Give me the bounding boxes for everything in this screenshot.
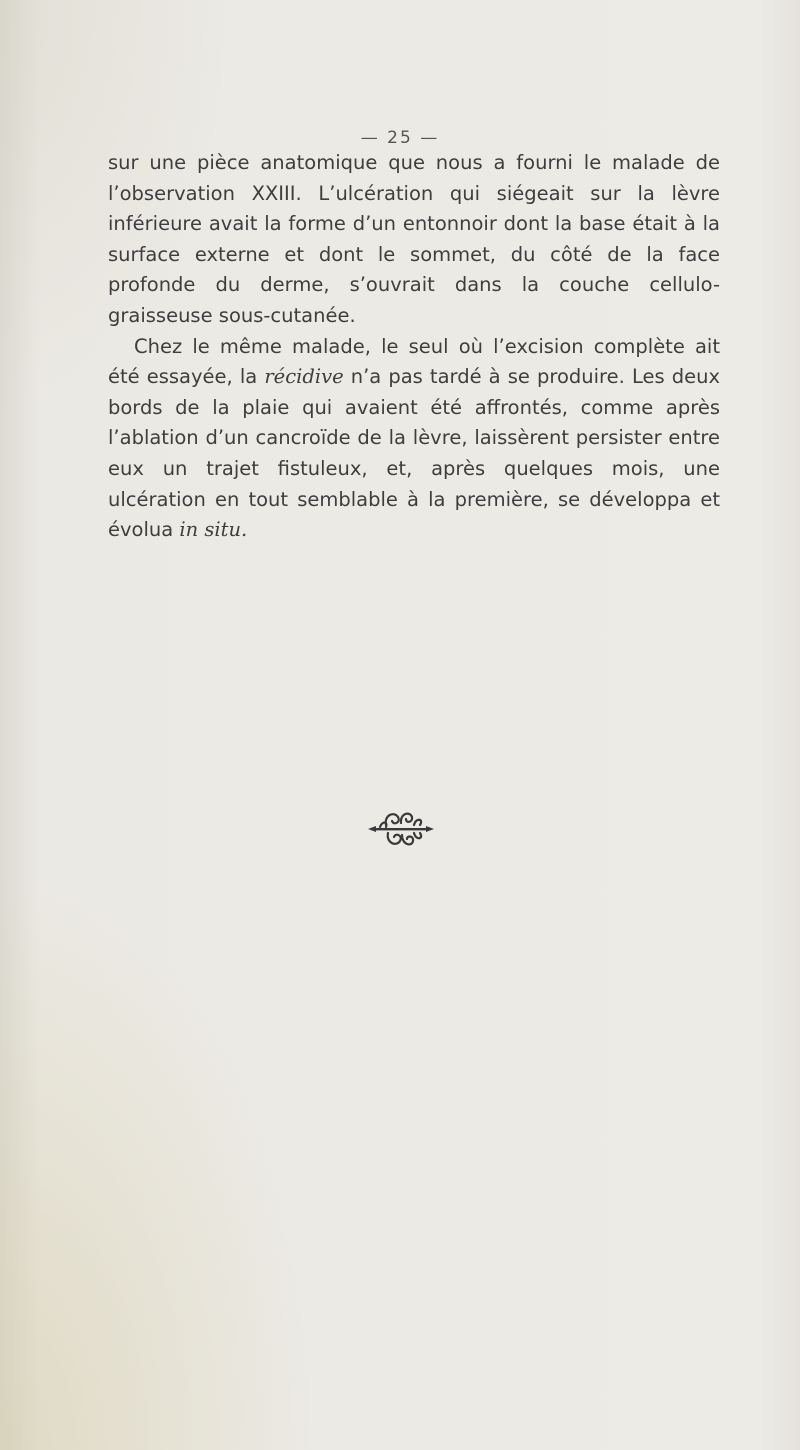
fleuron-ornament-icon (366, 803, 436, 855)
paragraph-1: sur une pièce anatomique que nous a fourni le malade de l’observation XXIII. L’ulcération qui siégeait sur la lèvre inférieure avait la forme d’un entonnoir dont la base était à la surface externe et dont le sommet, du côté de la face profonde du derme, s’ouvrait dans la couche cellulo-graisseuse sous-cutanée. (108, 151, 720, 327)
italic-term-recidive: récidive (264, 365, 344, 389)
italic-term-in-situ: in situ. (179, 518, 248, 542)
paragraph-2-text-b: n’a pas tardé à se produire. Les deux bords de la plaie qui avaient été affrontés, comme après l’ablation d’un cancroïde de la lèvre, laissèrent persister entre eux un trajet fistuleux, et, après quelques mois, une ulcération en tout semblable à la première, se développa et évolua (108, 365, 720, 542)
paragraph-2-text-a: Chez le même malade, le seul où l’excision complète ait été essayée, la (108, 334, 720, 389)
page-number: — 25 — (360, 128, 440, 148)
body-text (108, 148, 720, 546)
paragraph-2 (108, 332, 720, 546)
